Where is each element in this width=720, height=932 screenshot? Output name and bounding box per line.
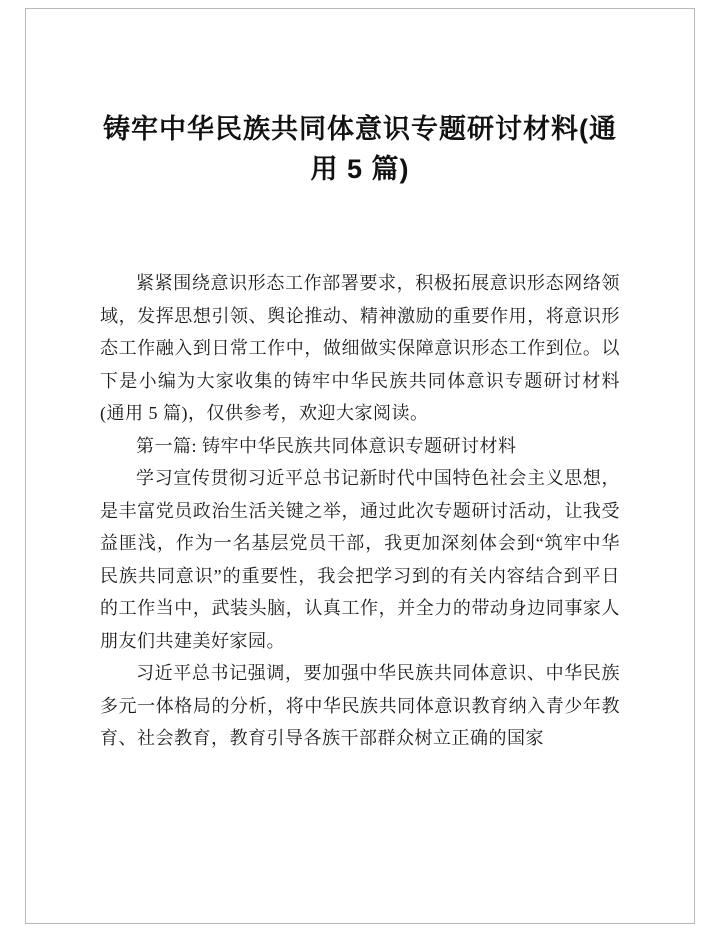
document-body (100, 267, 620, 755)
paragraph-intro: 紧紧围绕意识形态工作部署要求，积极拓展意识形态网络领域，发挥思想引领、舆论推动、精神激励的重要作用，将意识形态工作融入到日常工作中，做细做实保障意识形态工作到位。以下是小编为大家收集的铸牢中华民族共同体意识专题研讨材料(通用 5 篇)，仅供参考，欢迎大家阅读。 (100, 273, 620, 423)
document-title: 铸牢中华民族共同体意识专题研讨材料(通用 5 篇) (103, 114, 617, 184)
paragraph-section-heading: 第一篇: 铸牢中华民族共同体意识专题研讨材料 (136, 435, 517, 456)
paragraph-body-2: 习近平总书记强调，要加强中华民族共同体意识、中华民族多元一体格局的分析，将中华民族共同体意识教育纳入青少年教育、社会教育，教育引导各族干部群众树立正确的国家 (100, 663, 620, 748)
document-page (25, 8, 695, 924)
paragraph-body-1: 学习宣传贯彻习近平总书记新时代中国特色社会主义思想，是丰富党员政治生活关键之举，通过此次专题研讨活动，让我受益匪浅，作为一名基层党员干部，我更加深刻体会到“筑牢中华民族共同意识”的重要性，我会把学习到的有关内容结合到平日的工作当中，武装头脑，认真工作，并全力的带动身边同事家人朋友们共建美好家园。 (100, 468, 620, 651)
